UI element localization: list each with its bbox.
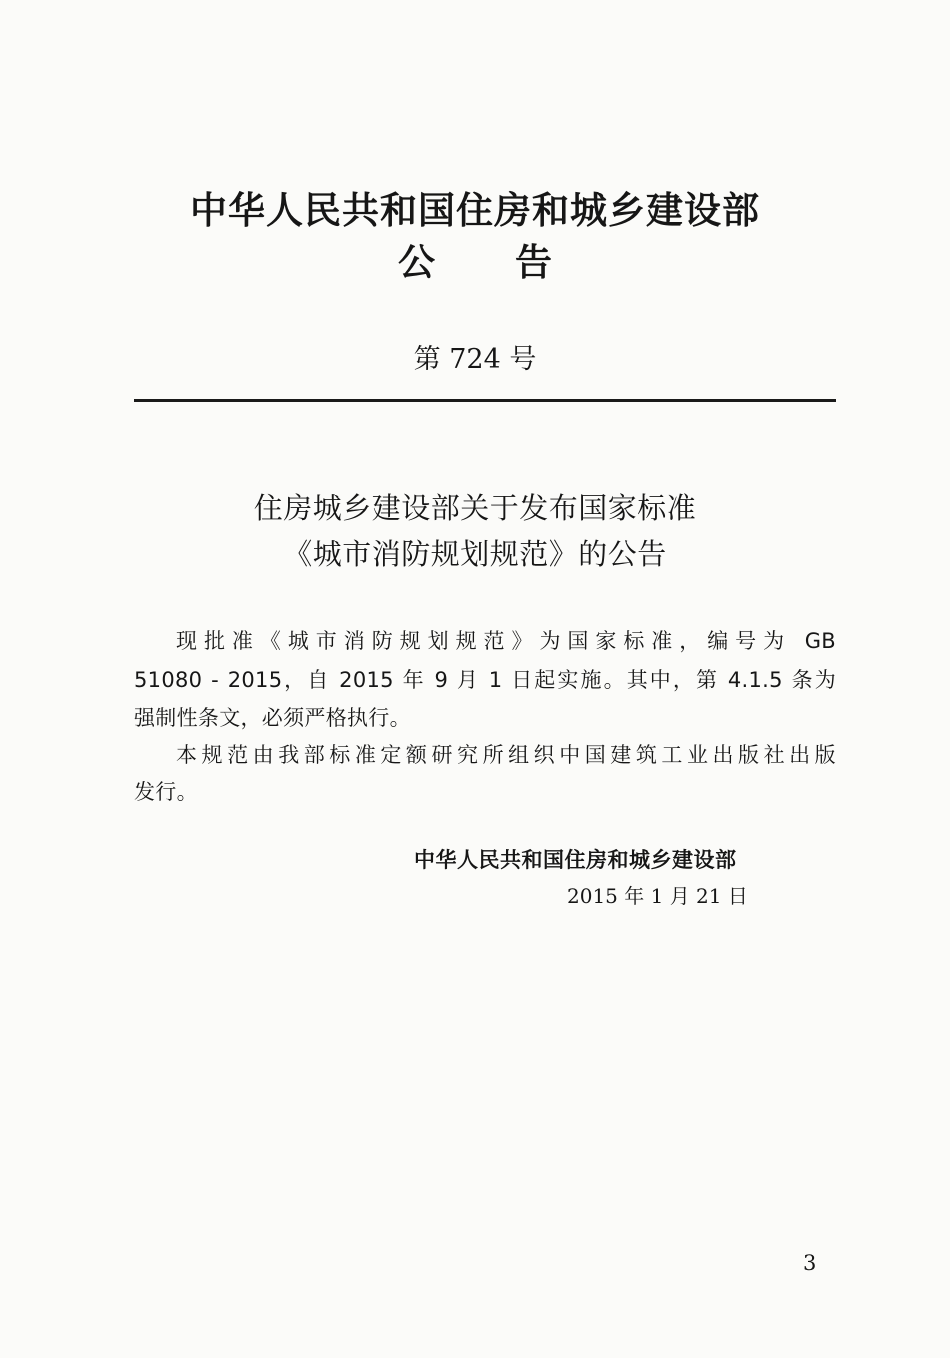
ministry-title: 中华人民共和国住房和城乡建设部 — [190, 189, 760, 232]
page-number: 3 — [803, 1251, 817, 1275]
signature-issuer: 中华人民共和国住房和城乡建设部 — [414, 848, 737, 872]
subject-line-2: 《城市消防规划规范》的公告 — [283, 537, 667, 571]
notice-number: 第 724 号 — [413, 344, 537, 375]
body-paragraph-1-line-1: 现批准《城市消防规划规范》为国家标准，编号为 GB — [176, 629, 836, 653]
signature-date: 2015 年 1 月 21 日 — [567, 884, 748, 908]
subject-line-1: 住房城乡建设部关于发布国家标准 — [253, 491, 697, 525]
notice-title: 公告 — [398, 241, 632, 284]
body-paragraph-2-line-1: 本规范由我部标准定额研究所组织中国建筑工业出版社出版 — [176, 743, 836, 767]
body-paragraph-1-line-3: 强制性条文，必须严格执行。 — [134, 706, 411, 730]
body-paragraph-2-line-2: 发行。 — [134, 780, 198, 804]
body-paragraph-1-line-2: 51080 - 2015，自 2015 年 9 月 1 日起实施。其中，第 4.1.5 条为 — [134, 668, 836, 692]
title-divider — [134, 399, 836, 402]
